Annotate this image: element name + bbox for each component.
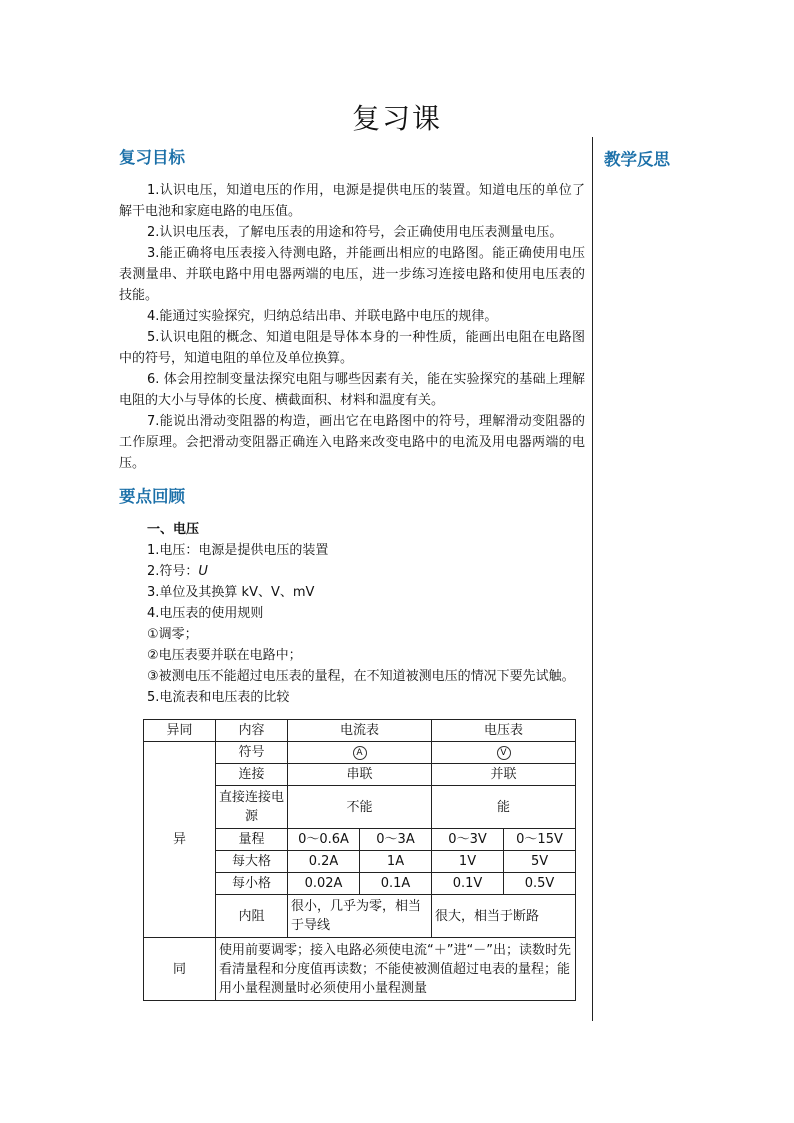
table-cell: 0.5V xyxy=(504,873,576,895)
review-heading: 要点回顾 xyxy=(119,487,185,506)
symbol-label: 2.符号： xyxy=(147,564,199,579)
same-label: 同 xyxy=(144,938,216,1001)
row-label: 符号 xyxy=(216,742,288,764)
table-cell: 5V xyxy=(504,851,576,873)
table-cell: 0.1A xyxy=(360,873,432,895)
rule-line: ③被测电压不能超过电压表的量程，在不知道被测电压的情况下要先试触。 xyxy=(147,669,575,684)
main-column xyxy=(119,146,585,708)
table-row xyxy=(144,938,576,1001)
ammeter-symbol-icon: A xyxy=(353,746,367,760)
table-cell: 1V xyxy=(432,851,504,873)
row-label: 内阻 xyxy=(216,895,288,938)
table-cell: 0～0.6A xyxy=(288,829,360,851)
column-divider xyxy=(592,137,593,1021)
voltmeter-symbol-cell xyxy=(432,742,576,764)
voltage-subheading: 一、电压 xyxy=(147,522,200,537)
table-header: 异同 xyxy=(144,720,216,742)
table-cell: 0.2A xyxy=(288,851,360,873)
review-points xyxy=(119,519,585,708)
point-line: 3.单位及其换算 kV、V、mV xyxy=(147,585,315,600)
row-label: 直接连接电源 xyxy=(216,786,288,829)
row-label: 连接 xyxy=(216,764,288,786)
goal-item: 5.认识电阻的概念、知道电阻是导体本身的一种性质，能画出电阻在电路图中的符号，知道电阻的单位及单位换算。 xyxy=(119,330,585,366)
point-line: 5.电流表和电压表的比较 xyxy=(147,690,290,705)
row-label: 每小格 xyxy=(216,873,288,895)
table-cell: 0～15V xyxy=(504,829,576,851)
same-text-cell: 使用前要调零；接入电路必须使电流“＋”进“－”出；读数时先看清量程和分度值再读数；不能使被测值超过电表的量程；能用小量程测量时必须使用小量程测量 xyxy=(216,938,576,1001)
goals-heading: 复习目标 xyxy=(119,148,185,167)
table-cell: 能 xyxy=(432,786,576,829)
table-cell: 1A xyxy=(360,851,432,873)
table-cell: 很小，几乎为零，相当于导线 xyxy=(288,895,432,938)
meter-comparison-table xyxy=(143,719,576,1001)
teaching-reflection-heading: 教学反思 xyxy=(604,150,670,169)
ammeter-symbol-cell xyxy=(288,742,432,764)
table-cell: 0.02A xyxy=(288,873,360,895)
table-header: 电流表 xyxy=(288,720,432,742)
row-label: 量程 xyxy=(216,829,288,851)
point-line xyxy=(119,561,585,582)
table-header: 电压表 xyxy=(432,720,576,742)
table-cell: 并联 xyxy=(432,764,576,786)
point-line: 4.电压表的使用规则 xyxy=(147,606,264,621)
voltmeter-symbol-icon: V xyxy=(497,746,511,760)
rule-line: ②电压表要并联在电路中； xyxy=(147,648,302,663)
table-cell: 0～3A xyxy=(360,829,432,851)
table-row xyxy=(144,742,576,764)
table-cell: 0.1V xyxy=(432,873,504,895)
point-line: 1.电压：电源是提供电压的装置 xyxy=(147,543,329,558)
table-row xyxy=(144,720,576,742)
rule-line: ①调零； xyxy=(147,627,198,642)
goal-item: 4.能通过实验探究，归纳总结出串、并联电路中电压的规律。 xyxy=(147,309,498,324)
page-title: 复习课 xyxy=(351,102,442,135)
table-cell: 很大，相当于断路 xyxy=(432,895,576,938)
goal-item: 3.能正确将电压表接入待测电路，并能画出相应的电路图。能正确使用电压表测量串、并联电路中用电器两端的电压，进一步练习连接电路和使用电压表的技能。 xyxy=(119,246,585,303)
diff-label: 异 xyxy=(144,742,216,938)
voltage-symbol: U xyxy=(198,564,208,579)
table-cell: 0～3V xyxy=(432,829,504,851)
table-cell: 串联 xyxy=(288,764,432,786)
goal-item: 2.认识电压表，了解电压表的用途和符号，会正确使用电压表测量电压。 xyxy=(147,225,563,240)
goal-item: 7.能说出滑动变阻器的构造，画出它在电路图中的符号，理解滑动变阻器的工作原理。会把滑动变阻器正确连入电路来改变电路中的电流及用电器两端的电压。 xyxy=(119,414,585,471)
table-header: 内容 xyxy=(216,720,288,742)
goal-item: 1.认识电压，知道电压的作用，电源是提供电压的装置。知道电压的单位了解干电池和家庭电路的电压值。 xyxy=(119,183,585,219)
goals-list xyxy=(119,180,585,474)
goal-item: 6. 体会用控制变量法探究电阻与哪些因素有关，能在实验探究的基础上理解电阻的大小与导体的长度、横截面积、材料和温度有关。 xyxy=(119,372,585,408)
row-label: 每大格 xyxy=(216,851,288,873)
table-cell: 不能 xyxy=(288,786,432,829)
